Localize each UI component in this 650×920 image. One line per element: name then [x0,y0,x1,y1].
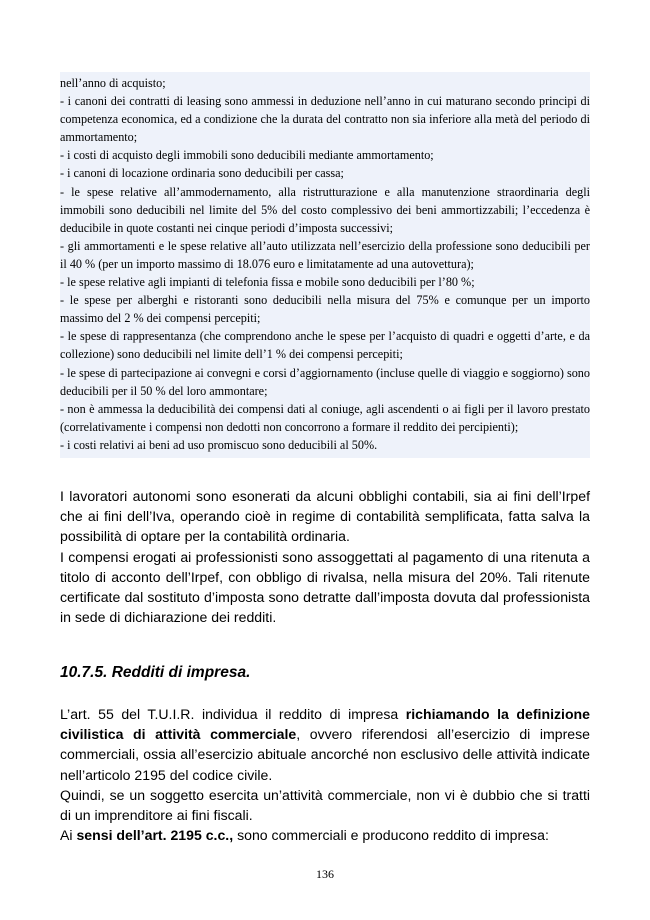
deduction-list-box [60,72,590,458]
list-item: - i costi relativi ai beni ad uso promiscuo sono deducibili al 50%. [60,437,378,452]
list-item: - i canoni dei contratti di leasing sono ammessi in deduzione nell’anno in cui maturano secondo principi di competenza economica, ed a condizione che la durata del contratto non sia inferiore alla metà del periodo di ammortamento; [60,94,590,145]
list-item: - le spese di rappresentanza (che comprendono anche le spese per l’acquisto di quadri e oggetti d’arte, e da collezione) sono deducibili nel limite dell’1 % dei compensi percepiti; [60,329,590,362]
business-income-paragraph [60,704,590,845]
self-employed-paragraph [60,486,590,627]
bold-definition: richiamando la definizione civilistica di attività commerciale [60,706,591,743]
list-item: - le spese di partecipazione ai convegni e corsi d’aggiornamento (incluse quelle di viaggio e soggiorno) sono deducibili per il 50 % del loro ammontare; [60,365,590,398]
list-item: - i canoni di locazione ordinaria sono deducibili per cassa; [60,166,344,181]
bold-article-ref: sensi dell’art. 2195 c.c., [76,827,234,844]
page-number: 136 [316,867,334,881]
list-item: - non è ammessa la deducibilità dei compensi dati al coniuge, agli ascendenti o ai figli per il lavoro prestato (correlativamente i compensi non dedotti non concorrono a formare il reddito dei percipienti); [60,401,590,434]
paragraph-art2195: Ai sensi dell’art. 2195 c.c., sono commerciali e producono reddito di impresa: [60,827,549,844]
section-heading: 10.7.5. Redditi di impresa. [60,664,251,681]
paragraph-art55: L’art. 55 del T.U.I.R. individua il reddito di impresa richiamando la definizione civilistica di attività commerciale, ovvero riferendosi all’esercizio di imprese commerciali, ossia all’esercizio abituale ancorché non esclusivo delle attività indicate nell’articolo 2195 del codice civile. [60,706,591,783]
list-item: - le spese per alberghi e ristoranti sono deducibili nella misura del 75% e comunque per un importo massimo del 2 % dei compensi percepiti; [60,293,590,326]
paragraph-entrepreneur: Quindi, se un soggetto esercita un’attività commerciale, non vi è dubbio che si tratti di un imprenditore ai fini fiscali. [60,786,590,824]
list-item: nell’anno di acquisto; [60,76,166,90]
paragraph-withholding: I compensi erogati ai professionisti sono assoggettati al pagamento di una ritenuta a titolo di acconto dell’Irpef, con obbligo di rivalsa, nella misura del 20%. Tali ritenute certificate dal sostituto d’imposta sono detratte dall’imposta dovuta dal professionista in sede di dichiarazione dei redditi. [60,548,590,626]
list-item: - gli ammortamenti e le spese relative all’auto utilizzata nell’esercizio della professione sono deducibili per il 40 % (per un importo massimo di 18.076 euro e limitatamente ad una autovettura); [60,238,590,271]
paragraph-accounting: I lavoratori autonomi sono esonerati da alcuni obblighi contabili, sia ai fini dell’Irpef che ai fini dell’Iva, operando cioè in regime di contabilità semplificata, fatta salva la possibilità di optare per la contabilità ordinaria. [60,488,590,545]
list-item: - le spese relative all’ammodernamento, alla ristrutturazione e alla manutenzione straordinaria degli immobili sono deducibili nel limite del 5% del costo complessivo dei beni ammortizzabili; l’eccedenza è deducibile in quote costanti nei cinque periodi d’imposta successivi; [60,184,590,235]
list-item: - le spese relative agli impianti di telefonia fissa e mobile sono deducibili per l’80 %; [60,275,475,290]
list-item: - i costi di acquisto degli immobili sono deducibili mediante ammortamento; [60,148,434,163]
